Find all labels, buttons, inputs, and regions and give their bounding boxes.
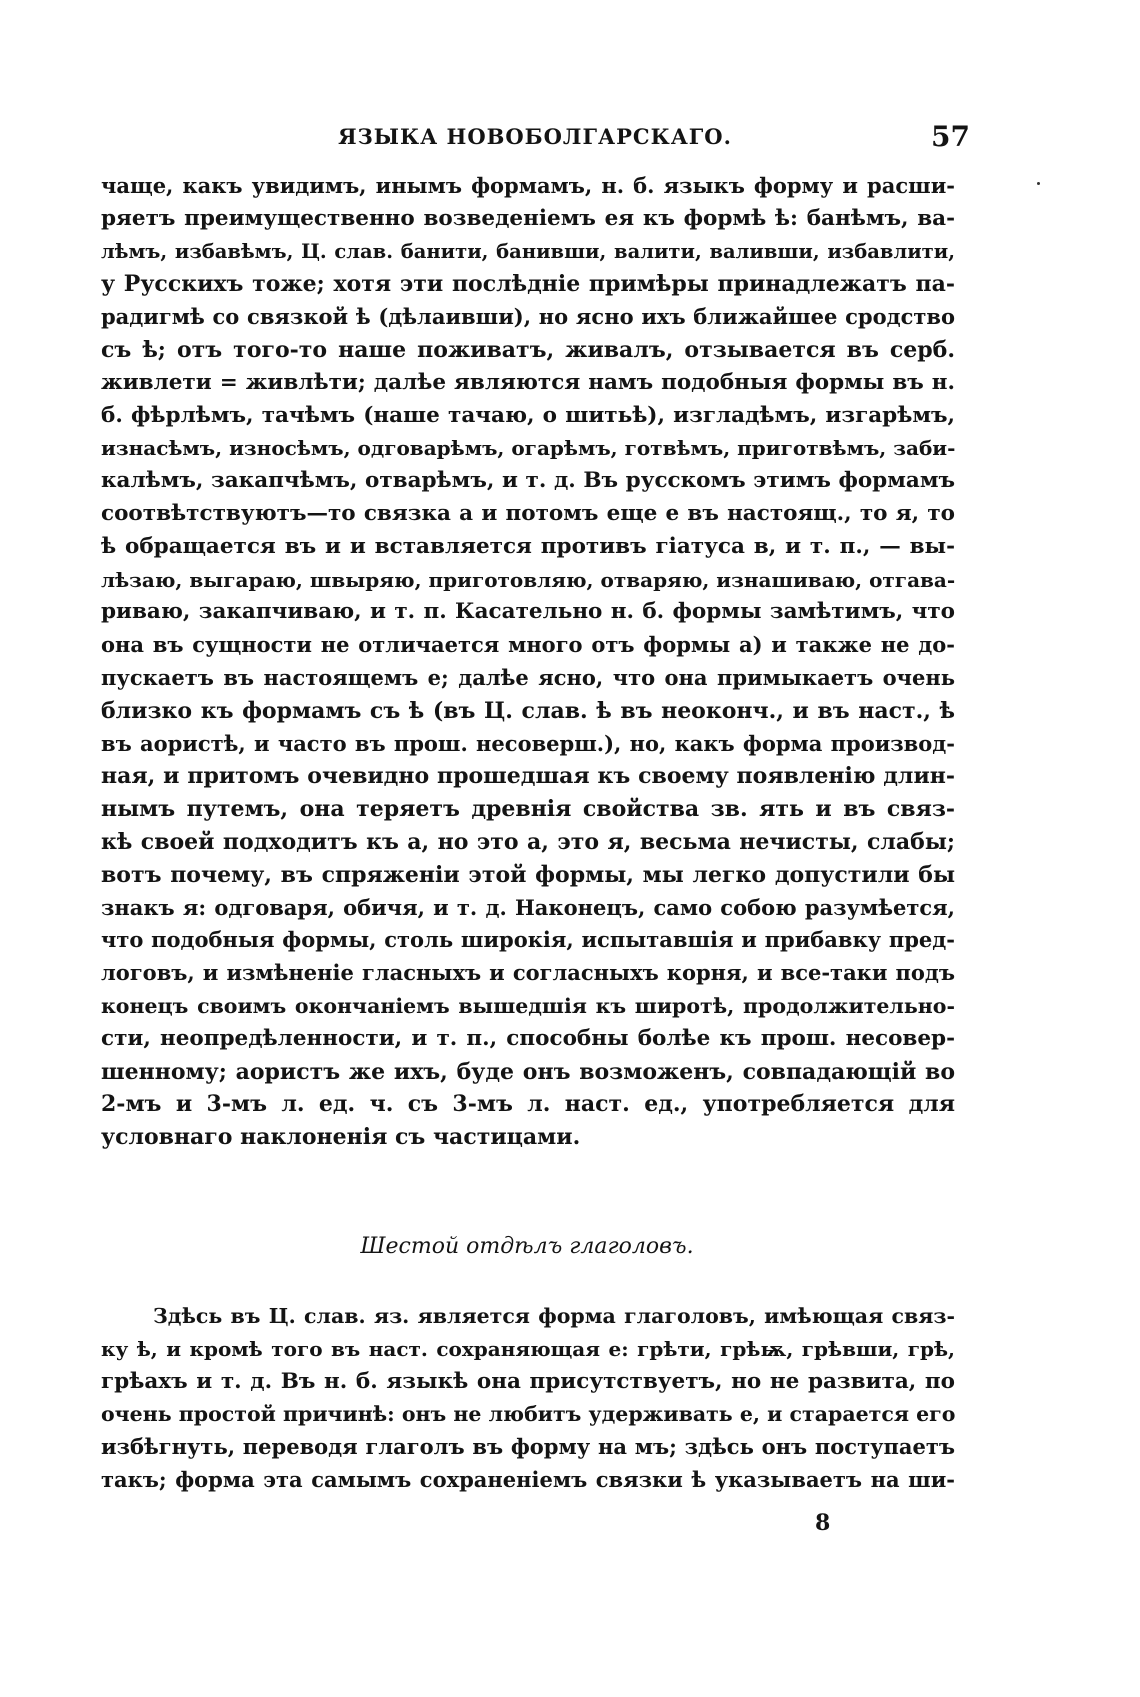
ink-speck: [1037, 182, 1040, 185]
text-line: лѣзаю, выгараю, швыряю, приготовляю, отваряю, изнашиваю, отгава-: [101, 567, 956, 592]
text-line: логовъ, и измѣненiе гласныхъ и согласныхъ корня, и все-таки подъ: [101, 960, 955, 986]
text-line: такъ; форма эта самымъ сохраненiемъ связки ѣ указываетъ на ши-: [101, 1466, 955, 1492]
text-line: живлети = живлѣти; далѣе являются намъ подобныя формы въ н.: [101, 369, 955, 395]
text-line: что подобныя формы, столь широкiя, испытавшiя и прибавку пред-: [101, 927, 955, 953]
text-line: конецъ своимъ окончанiемъ вышедшiя къ широтѣ, продолжительно-: [101, 993, 955, 1018]
page-number: 57: [931, 120, 970, 153]
text-line: у Русскихъ тоже; хотя эти послѣднiе примѣры принадлежатъ па-: [101, 271, 955, 298]
text-line: условнаго наклоненiя съ частицами.: [101, 1124, 581, 1151]
text-line: вотъ почему, въ спряженiи этой формы, мы легко допустили бы: [101, 861, 955, 888]
text-line: радигмѣ со связкой ѣ (дѣлаивши), но ясно ихъ ближайшее сродство: [101, 304, 955, 330]
text-line: нымъ путемъ, она теряетъ древнiя свойства зв. ять и въ связ-: [101, 796, 955, 823]
text-line: риваю, закапчиваю, и т. п. Касательно н. б. формы замѣтимъ, что: [101, 599, 955, 625]
paragraph-1: [101, 170, 955, 1154]
text-line: въ аористѣ, и часто въ прош. несоверш.), но, какъ форма производ-: [101, 730, 955, 756]
text-line: пускаетъ въ настоящемъ е; далѣе ясно, что она примыкаетъ очень: [101, 664, 955, 690]
text-line: ряетъ преимущественно возведенiемъ ея къ формѣ ѣ: банѣмъ, ва-: [101, 205, 955, 231]
text-line: грѣахъ и т. д. Въ н. б. языкѣ она присутствуетъ, но не развита, по: [101, 1368, 955, 1394]
text-line: соотвѣтствуютъ—то связка а и потомъ еще е въ настоящ., то я, то: [101, 500, 955, 526]
signature-mark: 8: [815, 1510, 831, 1536]
text-line: сти, неопредѣленности, и т. п., способны болѣе къ прош. несовер-: [101, 1025, 955, 1051]
text-line: ку ѣ, и кромѣ того въ наст. сохраняющая е: грѣти, грѣѭ, грѣвши, грѣ,: [101, 1336, 955, 1361]
section-heading: Шестой отдѣлъ глаголовъ.: [360, 1234, 694, 1259]
running-head: [100, 120, 970, 156]
text-line: кѣ своей подходитъ къ а, но это а, это я, весьма нечисты, слабы;: [101, 828, 955, 855]
text-line: шенному; аористъ же ихъ, буде онъ возможенъ, совпадающiй во: [101, 1058, 955, 1085]
text-line: избѣгнуть, переводя глаголъ въ форму на мъ; здѣсь онъ поступаетъ: [101, 1434, 955, 1460]
text-line: Здѣсь въ Ц. слав. яз. является форма глаголовъ, имѣющая связ-: [153, 1304, 955, 1328]
text-line: калѣмъ, закапчѣмъ, отварѣмъ, и т. д. Въ русскомъ этимъ формамъ: [101, 468, 955, 494]
text-line: ная, и притомъ очевидно прошедшая къ своему появленiю длин-: [101, 763, 955, 790]
text-line: она въ сущности не отличается много отъ формы а) и также не до-: [101, 632, 955, 658]
running-title: ЯЗЫКА НОВОБОЛГАРСКАГО.: [338, 124, 732, 149]
text-line: очень простой причинѣ: онъ не любитъ удерживать е, и старается его: [101, 1402, 956, 1427]
text-line: изнасѣмъ, износѣмъ, одговарѣмъ, огарѣмъ, готвѣмъ, приготвѣмъ, заби-: [101, 436, 956, 461]
text-line: близко къ формамъ съ ѣ (въ Ц. слав. ѣ въ неоконч., и въ наст., ѣ: [101, 697, 955, 724]
text-line: чаще, какъ увидимъ, инымъ формамъ, н. б. языкъ форму и расши-: [101, 173, 955, 198]
text-line: 2-мъ и 3-мъ л. ед. ч. съ 3-мъ л. наст. ед., употребляется для: [101, 1091, 955, 1118]
text-line: знакъ я: одговаря, обичя, и т. д. Наконецъ, само собою разумѣется,: [101, 894, 955, 920]
text-line: ѣ обращается въ и и вставляется противъ гiатуса в, и т. п., — вы-: [101, 533, 955, 559]
text-line: лѣмъ, избавѣмъ, Ц. слав. банити, банивши, валити, валивши, избавлити,: [101, 239, 955, 263]
text-line: съ ѣ; отъ того-то наше поживатъ, живалъ, отзывается въ серб.: [101, 336, 955, 363]
paragraph-2: [101, 1300, 955, 1497]
text-line: б. фѣрлѣмъ, тачѣмъ (наше тачаю, о шитьѣ), изгладѣмъ, изгарѣмъ,: [101, 402, 955, 428]
